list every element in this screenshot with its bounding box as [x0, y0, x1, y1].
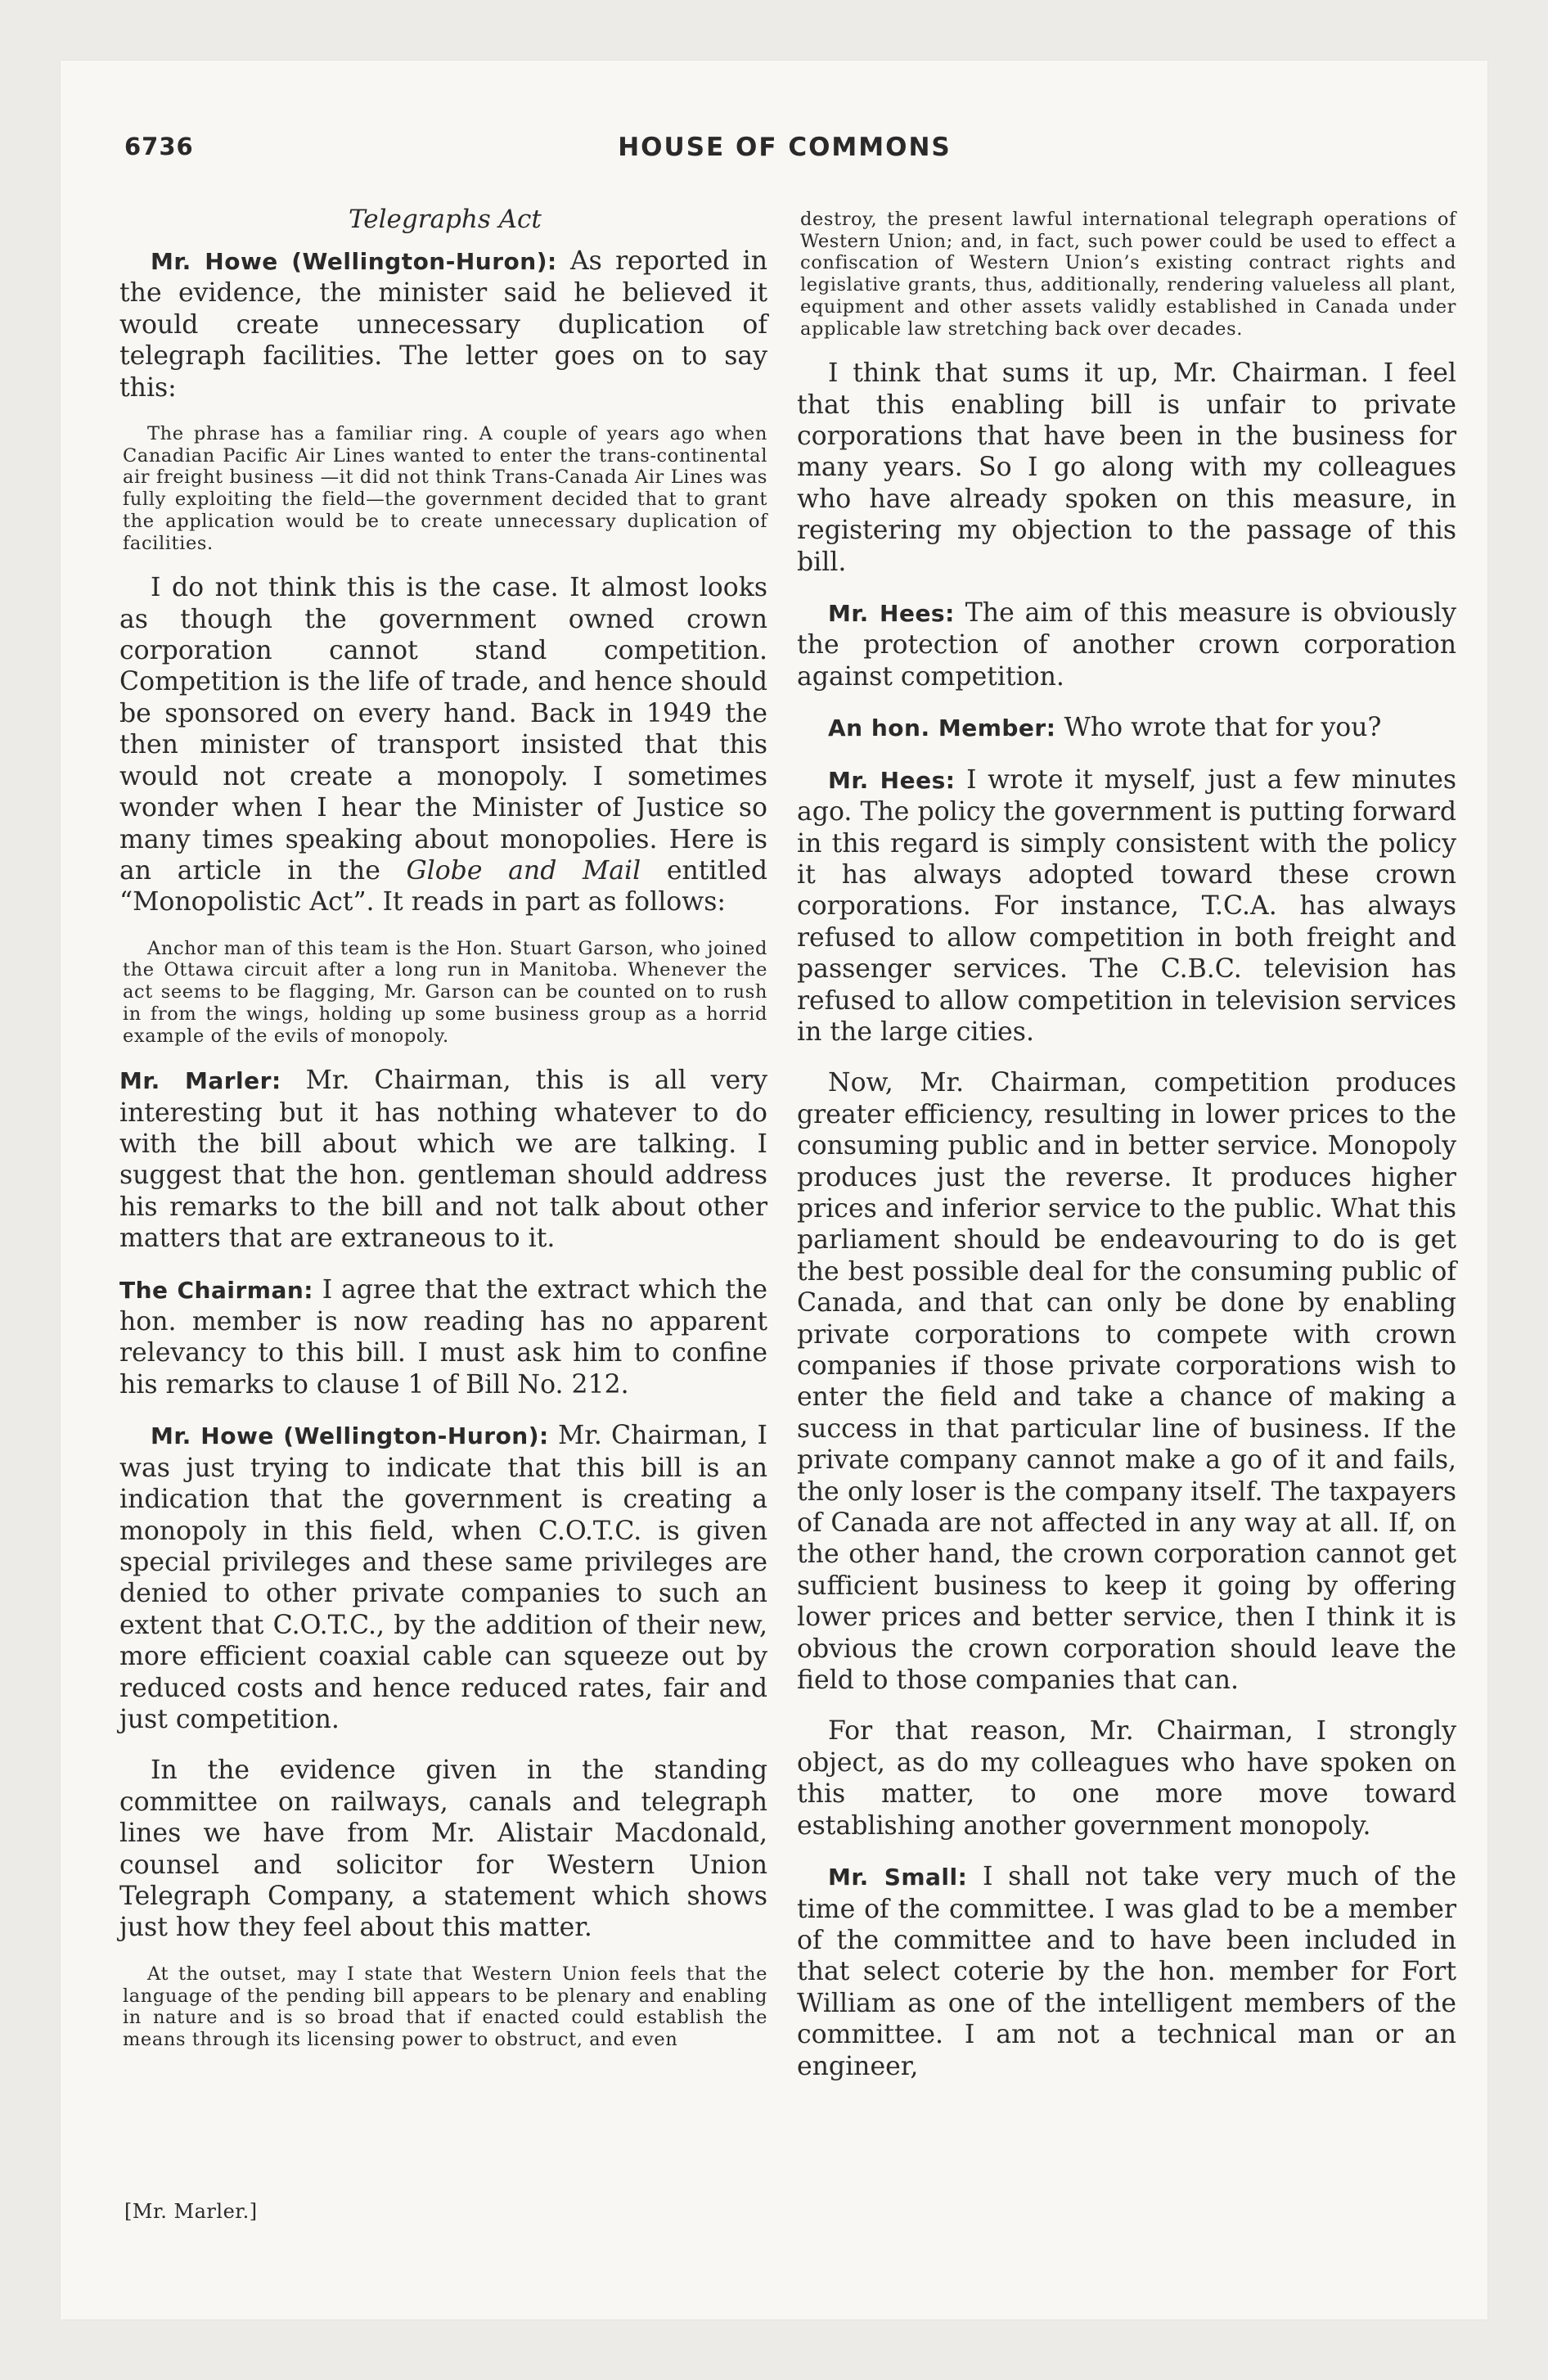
speech-paragraph [797, 1861, 1456, 2082]
speech-paragraph: For that reason, Mr. Chairman, I strongly object, as do my colleagues who have spoken on this matter, to one more move toward establishing another government monopoly. [797, 1716, 1456, 1841]
header-title: HOUSE OF COMMONS [618, 133, 952, 162]
subject-heading: Telegraphs Act [349, 205, 542, 234]
speech-paragraph [119, 1420, 767, 1735]
speech-paragraph: In the evidence given in the standing committee on railways, canals and telegraph lines we have from Mr. Alistair Macdonald, counsel and solicitor for Western Union Telegraph Company, a statement which shows just how they feel about this matter. [119, 1756, 767, 1943]
speech-text: I do not think this is the case. It almost looks as though the government owned crown corporation cannot stand competition. Competition is the life of trade, and hence should be sponsored on every hand. Back in 1949 the then minister of transport insisted that this would not create a monopoly. I sometimes wonder when I hear the Minister of Justice so many times speaking about monopolies. Here is an article in the [119, 573, 767, 886]
speech-paragraph [119, 572, 767, 917]
speech-text: Who wrote that for you? [1064, 713, 1382, 743]
speech-text: I wrote it myself, just a few minutes ago. The policy the government is putting forward in this regard is simply consistent with the policy it has always adopted toward these crown corporations. For instance, T.C.A. has always refused to allow competition in both freight and passenger services. The C.B.C. television has refused to allow competition in television services in the large cities. [797, 764, 1457, 1047]
speech-text: Mr. Chairman, this is all very interesting but it has nothing whatever to do with the bill about which we are talking. I suggest that the hon. gentleman should address his remarks to the bill and not talk about other matters that are extraneous to it. [119, 1066, 768, 1254]
speech-paragraph [119, 1274, 767, 1401]
publication-name: Globe and Mail [406, 855, 641, 886]
speech-text: entitled “Monopolistic Act”. It reads in part as follows: [119, 855, 768, 917]
speech-text: I shall not take very much of the time of the committee. I was glad to be a member of the committee and to have been included in that select coterie by the hon. member for Fort William as one of the intelligent members of the committee. I am not a technical man or an engineer, [797, 1862, 1456, 2081]
quoted-letter: The phrase has a familiar ring. A couple of years ago when Canadian Pacific Air Lines wanted to enter the trans-continental air freight business —it did not think Trans-Canada Air Lines was fully exploiting the field—the government decided that to grant the application would be to create unnecessary duplication of facilities. [123, 423, 767, 554]
speech-text: Mr. Chairman, I was just trying to indicate that this bill is an indication that the government is creating a monopoly in this field, when C.O.T.C. is given special privileges and these same privileges are denied to other private companies to such an extent that C.O.T.C., by the addition of their new, more efficient coaxial cable can squeeze out by reduced costs and hence reduced rates, fair and just competition. [119, 1421, 767, 1734]
speaker-name: Mr. Small: [828, 1864, 968, 1891]
speaker-name: Mr. Howe (Wellington-Huron): [151, 1422, 549, 1450]
quoted-statement-continued: destroy, the present lawful international telegraph operations of Western Union; and, in fact, such power could be used to effect a confiscation of Western Union’s existing contract rights and legislative grants, thus, additionally, rendering valueless all plant, equipment and other assets validly established in Canada under applicable law stretching back over decades. [800, 209, 1456, 340]
right-column [797, 209, 1456, 2102]
speaker-name: Mr. Hees: [828, 766, 956, 794]
speech-paragraph: I think that sums it up, Mr. Chairman. I feel that this enabling bill is unfair to private corporations that have been in the business for many years. So I go along with my colleagues who have already spoken on this measure, in registering my objection to the passage of this bill. [797, 358, 1456, 577]
speaker-name: Mr. Hees: [828, 600, 955, 628]
speech-text: As reported in the evidence, the minister said he believed it would create unnecessary duplication of telegraph facilities. The letter goes on to say this: [119, 246, 767, 403]
speech-paragraph [797, 712, 1456, 744]
speaker-name: Mr. Marler: [119, 1067, 281, 1095]
page-number: 6736 [124, 133, 194, 160]
speech-paragraph [797, 764, 1456, 1048]
speaker-name: Mr. Howe (Wellington-Huron): [151, 248, 557, 275]
speech-text: The aim of this measure is obviously the protection of another crown corporation against competition. [797, 598, 1456, 692]
speech-paragraph: Now, Mr. Chairman, competition produces greater efficiency, resulting in lower prices to the consuming public and in better service. Monopoly produces just the reverse. It produces higher prices and inferior service to the public. What this parliament should be endeavouring to do is get the best possible deal for the consuming public of Canada, and that can only be done by enabling private corporations to compete with crown companies if those private corporations wish to enter the field and take a chance of making a success in that particular line of business. If the private company cannot make a go of it and fails, the only loser is the company itself. The taxpayers of Canada are not affected in any way at all. If, on the other hand, the crown corporation cannot get sufficient business to keep it going by offering lower prices and better service, then I think it is obvious the crown corporation should leave the field to those companies that can. [797, 1068, 1456, 1696]
left-column [119, 205, 767, 2069]
page-header [124, 133, 1445, 174]
speech-paragraph [119, 246, 767, 403]
speaker-name: An hon. Member: [828, 714, 1056, 742]
speech-text: I agree that the extract which the hon. member is now reading has no apparent relevancy to this bill. I must ask him to confine his remarks to clause 1 of Bill No. 212. [119, 1274, 767, 1400]
speaker-name: The Chairman: [119, 1276, 313, 1304]
quoted-statement: At the outset, may I state that Western Union feels that the language of the pending bill appears to be plenary and enabling in nature and is so broad that if enacted could establish the means through its licensing power to obstruct, and even [123, 1963, 767, 2050]
speaker-footnote: [Mr. Marler.] [124, 2200, 258, 2223]
speech-paragraph [119, 1065, 767, 1254]
quoted-article: Anchor man of this team is the Hon. Stuart Garson, who joined the Ottawa circuit after a long run in Manitoba. Whenever the act seems to be flagging, Mr. Garson can be counted on to rush in from the wings, holding up some business group as a horrid example of the evils of monopoly. [123, 937, 767, 1047]
speech-paragraph [797, 597, 1456, 692]
